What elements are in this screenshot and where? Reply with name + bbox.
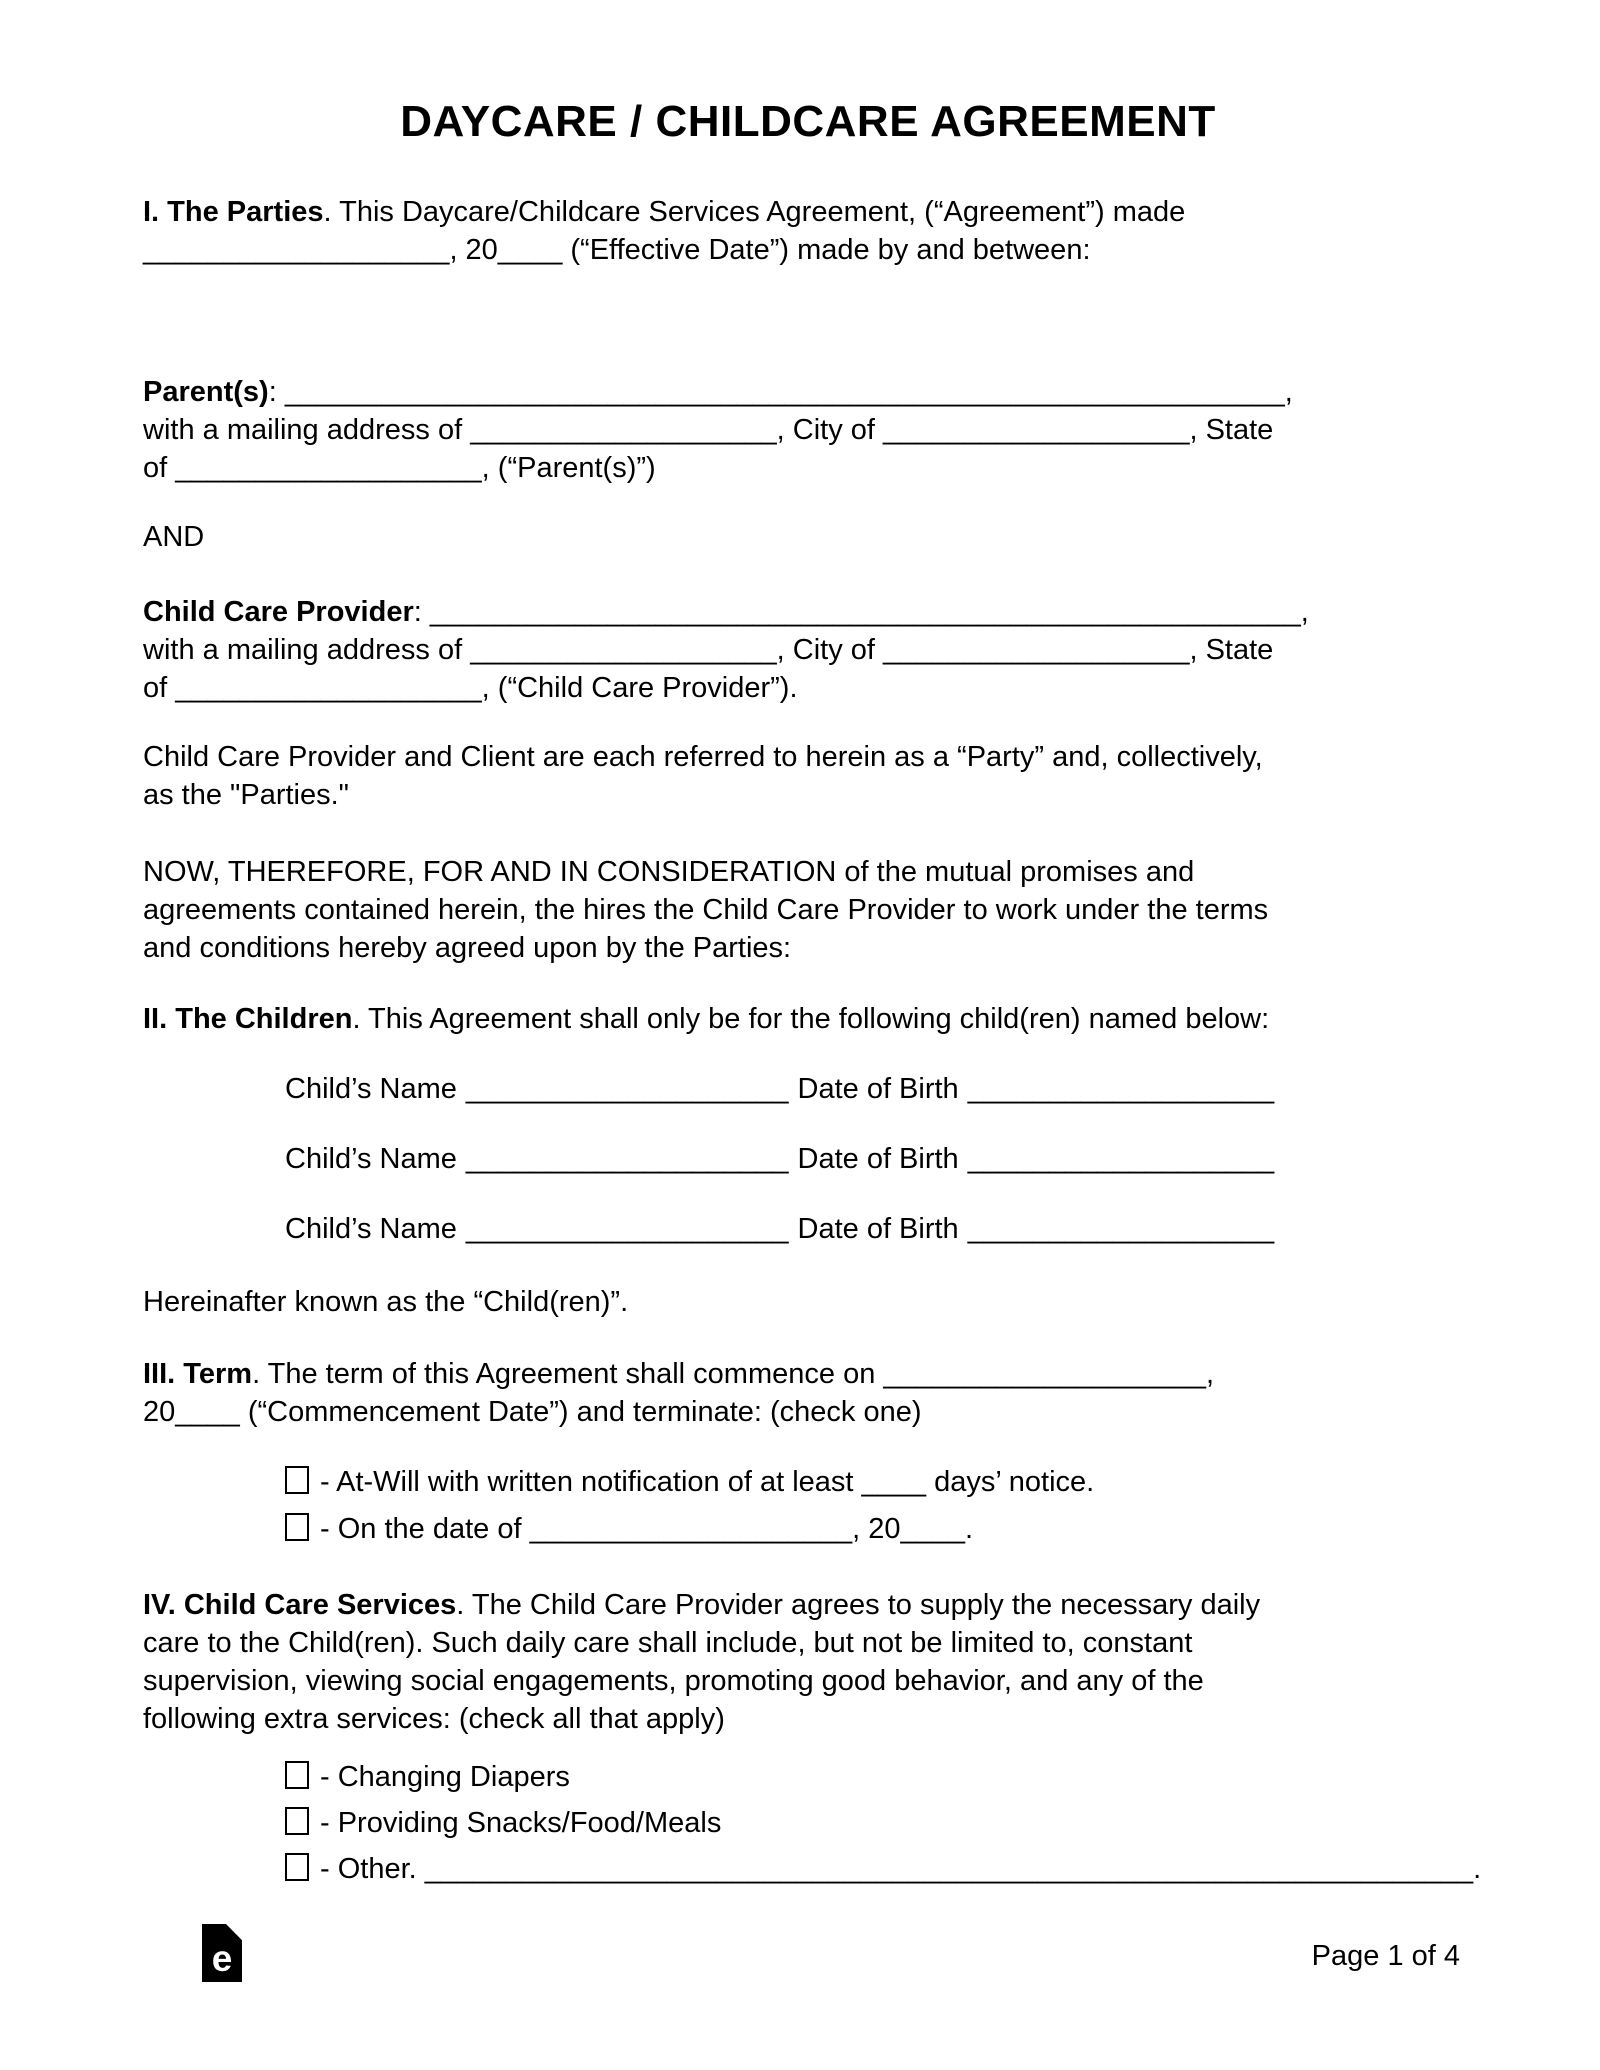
parties-paragraph (143, 738, 1473, 814)
page-number: Page 1 of 4 (1311, 1940, 1460, 1972)
paragraph-line (143, 1355, 1473, 1393)
child-row (143, 1140, 1473, 1178)
paragraph-line (143, 1000, 1473, 1038)
paragraph-line (143, 1586, 1473, 1624)
paragraph-line (143, 411, 1473, 449)
paragraph-line: following extra services: (check all that apply) (143, 1703, 725, 1735)
option-row (143, 1846, 1482, 1892)
parent-state-line: of ___________________, (“Parent(s)”) (143, 452, 656, 484)
paragraph-text: . The Child Care Provider agrees to supply the necessary daily (456, 1589, 1261, 1621)
paragraph-line (143, 231, 1473, 269)
option-label: - Changing Diapers (320, 1761, 570, 1793)
paragraph-line: supervision, viewing social engagements, promoting good behavior, and any of the (143, 1665, 1204, 1697)
effective-date-blank: ___________________, 20____ (“Effective Date”) made by and between: (143, 234, 1091, 266)
paragraph-line (143, 373, 1473, 411)
provider-block (143, 593, 1473, 707)
option-label: - Other. _________________________________________________________________. (320, 1853, 1482, 1885)
option-row (143, 1754, 1473, 1800)
section-heading: I. The Parties (143, 196, 324, 228)
parent-label: Parent(s) (143, 376, 269, 408)
paragraph-text: . The term of this Agreement shall commence on ____________________, (252, 1358, 1215, 1390)
paragraph-line: 20____ (“Commencement Date”) and terminate: (check one) (143, 1396, 922, 1428)
document-title: DAYCARE / CHILDCARE AGREEMENT (400, 97, 1216, 146)
child-name-label: Child’s Name (285, 1073, 457, 1105)
paragraph-line: NOW, THEREFORE, FOR AND IN CONSIDERATION of the mutual promises and (143, 856, 1195, 888)
logo-letter: e (211, 1938, 233, 1979)
paragraph-line (143, 593, 1473, 631)
date-of-birth-blank: ___________________ (967, 1213, 1275, 1245)
provider-name-blank: : ______________________________________________________, (413, 596, 1309, 628)
provider-label: Child Care Provider (143, 596, 414, 628)
paragraph-line (143, 449, 1473, 487)
parent-name-blank: : ______________________________________________________________, (268, 376, 1293, 408)
date-of-birth-label: Date of Birth (797, 1143, 959, 1175)
child-name-label: Child’s Name (285, 1213, 457, 1245)
paragraph-line (143, 193, 1473, 231)
paragraph-text: . This Agreement shall only be for the following child(ren) named below: (352, 1003, 1270, 1035)
section-heading: III. Term (143, 1358, 253, 1390)
option-label: - On the date of ____________________, 20____. (320, 1513, 974, 1545)
date-of-birth-blank: ___________________ (967, 1143, 1275, 1175)
provider-state-line: of ___________________, (“Child Care Provider”). (143, 672, 798, 704)
paragraph-line: and conditions hereby agreed upon by the Parties: (143, 932, 792, 964)
checkbox-at-will[interactable] (285, 1466, 309, 1494)
date-of-birth-label: Date of Birth (797, 1073, 959, 1105)
section-heading: II. The Children (143, 1003, 353, 1035)
paragraph-line: agreements contained herein, the hires the Child Care Provider to work under the terms (143, 894, 1269, 926)
section-term (143, 1355, 1473, 1553)
child-name-label: Child’s Name (285, 1143, 457, 1175)
parent-address-line: with a mailing address of ___________________, City of ___________________, State (143, 414, 1274, 446)
paragraph-line (143, 669, 1473, 707)
option-label: - Providing Snacks/Food/Meals (320, 1807, 722, 1839)
option-row (143, 1506, 1473, 1553)
document-content (143, 0, 1482, 1892)
paragraph-text: . This Daycare/Childcare Services Agreement, (“Agreement”) made (323, 196, 1186, 228)
child-name-blank: ____________________ (465, 1073, 789, 1105)
checkbox-providing-snacks[interactable] (285, 1807, 309, 1835)
section-heading: IV. Child Care Services (143, 1589, 457, 1621)
child-name-blank: ____________________ (465, 1213, 789, 1245)
children-footnote: Hereinafter known as the “Child(ren)”. (143, 1286, 629, 1318)
paragraph-line (143, 631, 1473, 669)
child-name-blank: ____________________ (465, 1143, 789, 1175)
provider-address-line: with a mailing address of ___________________, City of ___________________, State (143, 634, 1274, 666)
section-services (143, 1586, 1482, 1892)
date-of-birth-label: Date of Birth (797, 1213, 959, 1245)
section-children (143, 1000, 1473, 1321)
child-row (143, 1070, 1473, 1108)
eforms-logo-icon (202, 1924, 242, 1982)
children-list (143, 1070, 1473, 1248)
section-parties (143, 193, 1473, 269)
child-row (143, 1210, 1473, 1248)
option-row (143, 1459, 1473, 1506)
date-of-birth-blank: ___________________ (967, 1073, 1275, 1105)
checkbox-changing-diapers[interactable] (285, 1761, 309, 1789)
option-row (143, 1800, 1473, 1846)
checkbox-other[interactable] (285, 1853, 309, 1881)
and-separator: AND (143, 521, 205, 553)
parent-block (143, 373, 1473, 487)
checkbox-on-date[interactable] (285, 1513, 309, 1541)
term-options (143, 1459, 1473, 1553)
paragraph-line: as the "Parties." (143, 779, 349, 811)
paragraph-line: care to the Child(ren). Such daily care shall include, but not be limited to, constant (143, 1627, 1193, 1659)
consideration-paragraph (143, 853, 1473, 967)
option-label: - At-Will with written notification of at least ____ days’ notice. (320, 1466, 1095, 1498)
service-options (143, 1754, 1482, 1892)
paragraph-line: Child Care Provider and Client are each referred to herein as a “Party” and, collectively, (143, 741, 1263, 773)
